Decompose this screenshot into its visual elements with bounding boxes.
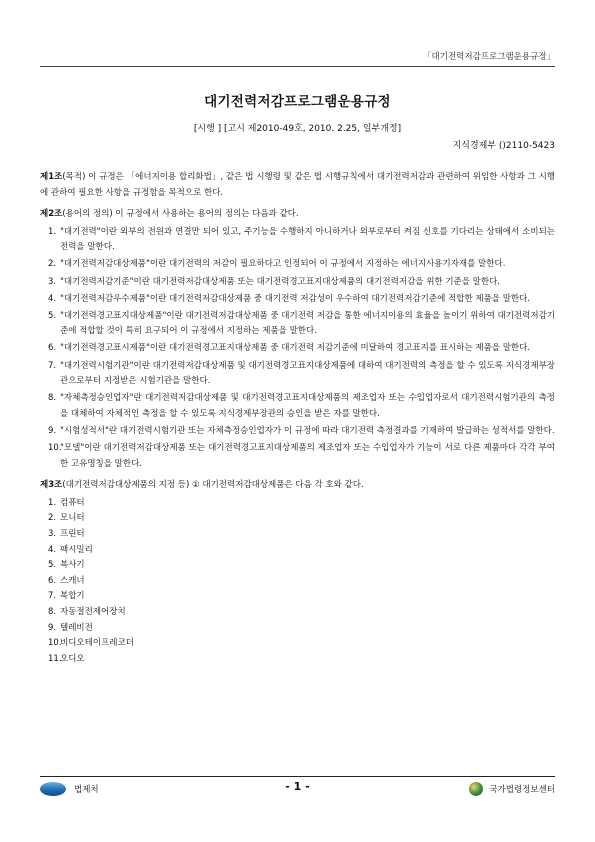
list-item [40,341,555,357]
list-item-number: 11. [48,653,62,664]
footer-right-label: 국가법령정보센터 [489,785,555,795]
list-item-number: 8. [48,393,57,404]
list-item-number: 8. [48,606,57,617]
list-item [40,605,555,621]
footer-divider [40,776,555,777]
list-item-number: 1. [48,226,57,237]
list-item-number: 10. [48,443,62,453]
document-body [40,170,555,673]
list-item-number: 5. [48,560,57,571]
article-1-text: (목적) 이 규정은 「에너지이용 합리화법」, 같은 법 시행령 및 같은 법 시행규칙에서 대기전력저감과 관련하여 위임한 사항과 그 시행에 관하여 필요한 사항을 규정함을 목적으로 한다. [40,172,555,198]
list-item-number: 5. [48,310,57,321]
list-item-text: "시험성적서"란 대기전력시험기관 또는 자체측정승인업자가 이 규정에 따라 대기전력 측정결과를 기재하여 발급하는 성적서를 말한다. [60,425,555,436]
list-item-number: 1. [48,497,57,508]
list-item [40,292,555,308]
list-item [40,574,555,590]
list-item-number: 4. [48,293,57,304]
list-item-text: 텔레비전 [60,622,93,633]
list-item [40,424,555,440]
footer-left-label: 법제처 [74,785,99,795]
list-item-number: 2. [48,513,57,524]
enforcement-info: [시행 ] [고시 제2010-49호, 2010. 2.25, 일부개정] [193,124,402,134]
list-item [40,391,555,422]
article-2-text: (용어의 정의) 이 규정에서 사용하는 용어의 정의는 다음과 같다. [62,209,299,220]
document-tag: 「대기전력저감프로그램운용규정」 [423,52,555,62]
list-item [40,589,555,605]
article-1 [40,170,555,201]
list-item-number: 7. [48,360,57,371]
list-item-text: "대기전력시험기관"이란 대기전력저감대상제품 및 대기전력경고표지대상제품에 대하여 대기전력의 측정을 할 수 있도록 지식경제부장관으로부터 지정받은 시험기관을 말한다. [60,360,555,387]
list-item-number: 6. [48,575,57,586]
list-item-text: 복사기 [60,560,85,571]
list-item [40,558,555,574]
list-item-number: 3. [48,276,57,287]
article-2 [40,207,555,223]
footer-right [469,782,555,796]
list-item [40,309,555,340]
list-item [40,225,555,256]
list-item [40,275,555,291]
list-item-text: 오디오 [60,653,85,664]
list-item [40,359,555,390]
page-number: - 1 - [285,780,310,793]
list-item [40,652,555,668]
list-item-text: 자동절전제어장치 [60,606,126,617]
article-2-items [40,225,555,472]
list-item-number: 3. [48,528,57,539]
ministry-contact: 지식경제부 ()2110-5423 [452,141,555,151]
article-3-items [40,496,555,668]
article-3 [40,478,555,494]
article-3-label: 제3조 [40,480,63,491]
list-item [40,543,555,559]
list-item-text: 컴퓨터 [60,497,85,508]
list-item [40,527,555,543]
list-item-text: "대기전력"이란 외부의 전원과 연결만 되어 있고, 주기능을 수행하지 아니하거나 외부로부터 켜짐 신호를 기다리는 상태에서 소비되는 전력을 말한다. [60,226,555,253]
list-item-text: 스캐너 [60,575,85,586]
list-item-number: 4. [48,544,57,555]
list-item-text: 모니터 [60,513,85,524]
list-item [40,496,555,512]
list-item-text: "대기전력저감기준"이란 대기전력저감대상제품 또는 대기전력경고표지대상제품의 대기전력저감을 위한 기준을 말한다. [60,276,500,287]
article-2-label: 제2조 [40,209,63,220]
list-item-number: 2. [48,259,57,270]
list-item-number: 6. [48,343,57,354]
list-item-text: 복합기 [60,591,85,602]
list-item-number: 10. [48,638,62,649]
list-item-text: "대기전력경고표지대상제품"이란 대기전력저감대상제품 중 대기전력 저감을 통한 에너지이용의 효율을 높이기 위하여 대기전력저감기준에 적합할 것이 특히 요구되어 이 규정에서 지정하는 제품을 말한다. [60,310,555,337]
list-item [40,511,555,527]
list-item-text: "대기전력경고표시제품"이란 대기전력경고표지대상제품 중 대기전력 저감기준에 미달하여 경고표지를 표시하는 제품을 말한다. [60,343,531,354]
list-item-text: "대기전력저감우수제품"이란 대기전력저감대상제품 중 대기전력 저감성이 우수하여 대기전력저감기준에 적합한 제품을 말한다. [60,293,531,304]
list-item-text: 프린터 [60,528,85,539]
list-item [40,257,555,273]
list-item-number: 7. [48,591,57,602]
article-3-text: (대기전력저감대상제품의 지정 등) ① 대기전력저감대상제품은 다음 각 호와 같다. [62,480,364,491]
page-title: 대기전력저감프로그램운용규정 [204,94,391,110]
list-item [40,441,555,472]
article-1-label: 제1조 [40,172,63,182]
list-item-text: 팩시밀리 [60,544,93,555]
header-divider [40,66,555,67]
list-item-number: 9. [48,622,57,633]
list-item [40,636,555,652]
list-item-number: 9. [48,425,57,436]
list-item-text: 비디오테이프레코더 [60,638,134,649]
list-item [40,621,555,637]
national-emblem-icon [469,782,483,796]
list-item-text: "모델"이란 대기전력저감대상제품 또는 대기전력경고표지대상제품의 제조업자 또는 수입업자가 기능이 서로 다른 제품마다 각각 부여한 고유명칭을 말한다. [60,443,555,469]
list-item-text: "대기전력저감대상제품"이란 대기전력의 저감이 필요하다고 인정되어 이 규정에서 지정하는 에너지사용기자재를 말한다. [60,259,506,270]
list-item-text: "자체측정승인업자"란 대기전력저감대상제품 및 대기전력경고표지대상제품의 제조업자 또는 수입업자로서 대기전력시험기관의 측정을 대체하여 자체적인 측정을 할 수 있도록 지식경제부장관의 승인을 받은 자를 말한다. [60,393,555,419]
